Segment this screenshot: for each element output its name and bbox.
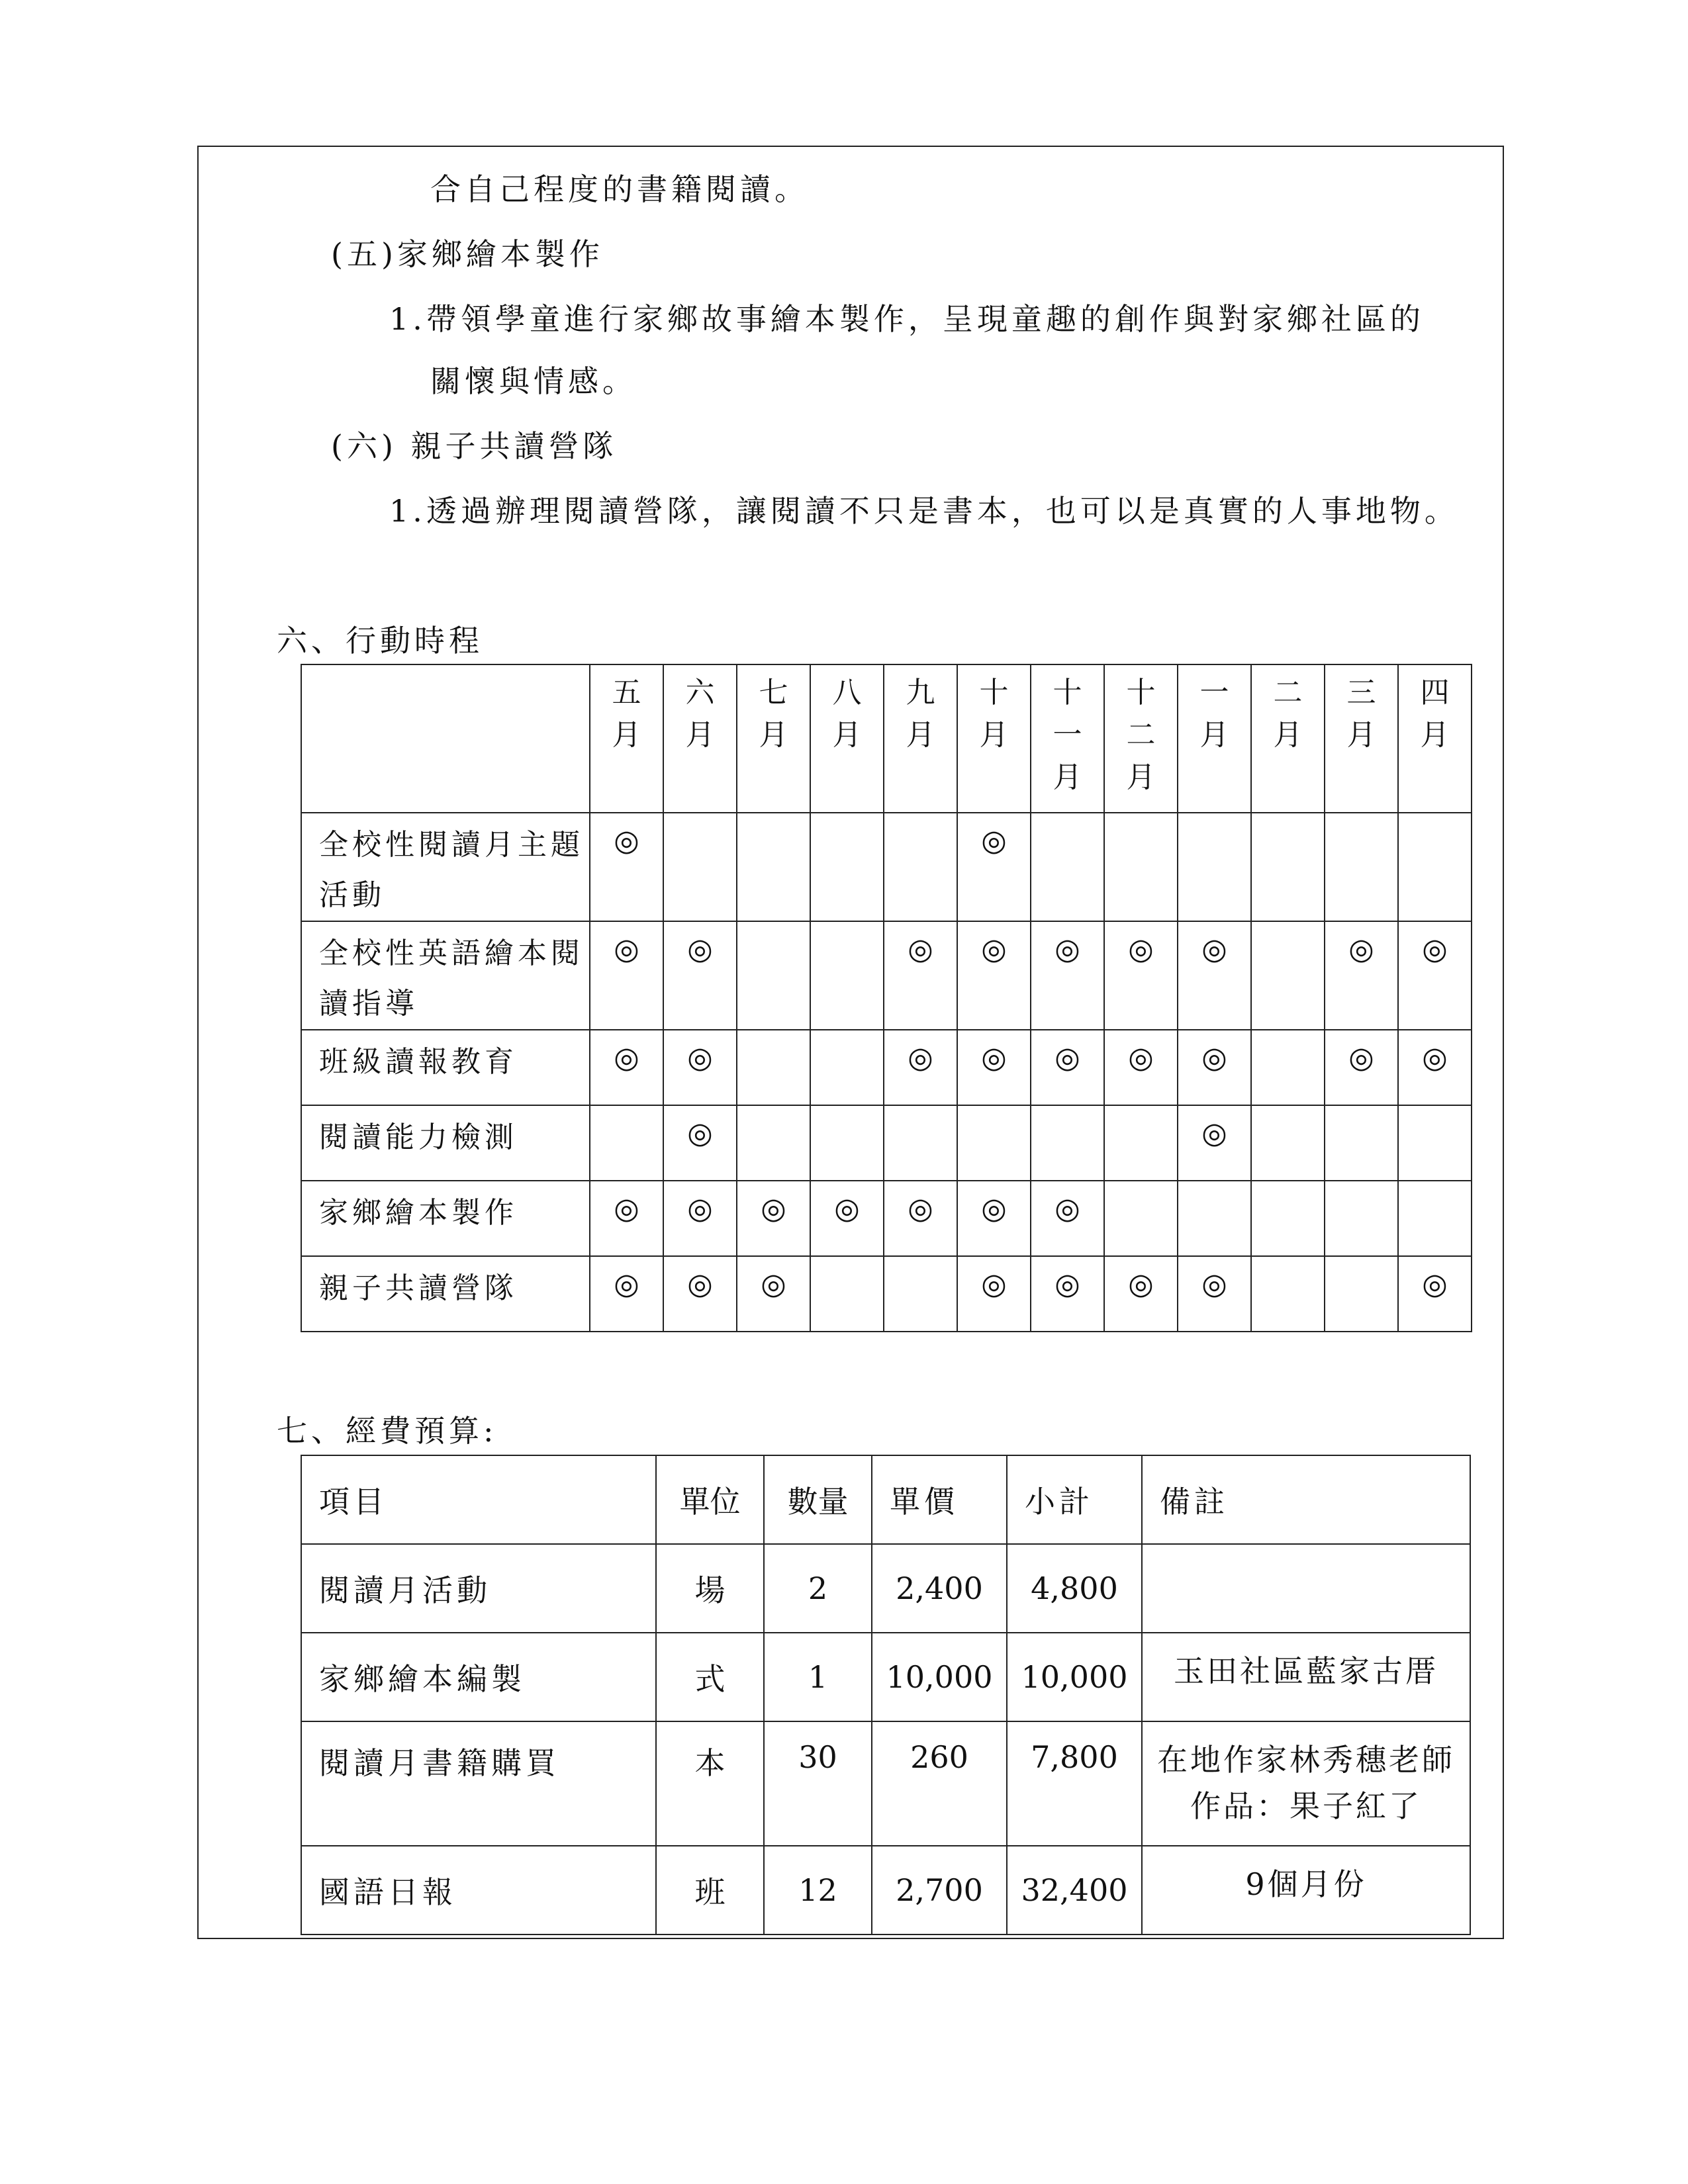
month-apr: 四 月: [1398, 664, 1472, 813]
schedule-mark: ◎: [1031, 921, 1104, 1030]
schedule-empty-cell: [737, 1030, 810, 1105]
schedule-mark: ◎: [590, 813, 663, 921]
month-may: 五 月: [590, 664, 663, 813]
schedule-mark: ◎: [957, 921, 1031, 1030]
schedule-mark: ◎: [1031, 1181, 1104, 1256]
schedule-mark: ◎: [590, 921, 663, 1030]
section-5-title: (五)家鄉繪本製作: [331, 236, 604, 272]
schedule-empty-cell: [737, 921, 810, 1030]
schedule-mark: ◎: [884, 1030, 957, 1105]
schedule-mark: ◎: [1398, 921, 1472, 1030]
schedule-row: [301, 813, 1472, 921]
month-aug: 八 月: [810, 664, 884, 813]
schedule-empty-cell: [810, 1030, 884, 1105]
budget-row: [301, 1544, 1470, 1633]
schedule-empty-cell: [663, 813, 737, 921]
section-6-title: (六) 親子共讀營隊: [331, 428, 618, 464]
schedule-empty-cell: [1104, 813, 1178, 921]
schedule-empty-cell: [1251, 1256, 1325, 1332]
schedule-mark: ◎: [737, 1256, 810, 1332]
schedule-mark: ◎: [663, 1030, 737, 1105]
budget-unit: 本: [656, 1721, 764, 1846]
budget-table: [301, 1455, 1471, 1935]
section-6-item-1: 1.透過辦理閱讀營隊，讓閱讀不只是書本，也可以是真實的人事地物。: [389, 493, 1459, 529]
schedule-mark: ◎: [1325, 1030, 1398, 1105]
budget-qty: 2: [764, 1544, 872, 1633]
schedule-row: [301, 1256, 1472, 1332]
schedule-table: [301, 664, 1472, 1332]
budget-subtotal: 4,800: [1007, 1544, 1142, 1633]
schedule-mark: ◎: [957, 813, 1031, 921]
schedule-mark: ◎: [663, 1256, 737, 1332]
activity-label: 全校性閱讀月主題活動: [301, 813, 590, 921]
budget-note: [1142, 1544, 1470, 1633]
budget-header-row: [301, 1455, 1470, 1544]
schedule-mark: ◎: [884, 921, 957, 1030]
schedule-mark: ◎: [737, 1181, 810, 1256]
budget-price: 10,000: [872, 1633, 1007, 1721]
schedule-empty-cell: [957, 1105, 1031, 1181]
schedule-empty-cell: [1251, 1181, 1325, 1256]
schedule-empty-cell: [1251, 1105, 1325, 1181]
schedule-mark: ◎: [1031, 1256, 1104, 1332]
header-price: 單價: [872, 1455, 1007, 1544]
schedule-empty-cell: [1325, 1181, 1398, 1256]
month-jun: 六 月: [663, 664, 737, 813]
schedule-mark: ◎: [1104, 1256, 1178, 1332]
budget-unit: 式: [656, 1633, 764, 1721]
budget-unit: 班: [656, 1846, 764, 1934]
schedule-empty-cell: [1178, 813, 1251, 921]
budget-subtotal: 7,800: [1007, 1721, 1142, 1846]
month-sep: 九 月: [884, 664, 957, 813]
month-dec: 十 二 月: [1104, 664, 1178, 813]
schedule-mark: ◎: [884, 1181, 957, 1256]
budget-price: 2,700: [872, 1846, 1007, 1934]
schedule-mark: ◎: [1398, 1030, 1472, 1105]
schedule-empty-cell: [884, 813, 957, 921]
budget-unit: 場: [656, 1544, 764, 1633]
schedule-mark: ◎: [957, 1181, 1031, 1256]
month-oct: 十 月: [957, 664, 1031, 813]
schedule-mark: ◎: [663, 921, 737, 1030]
corner-cell: [301, 664, 590, 813]
month-mar: 三 月: [1325, 664, 1398, 813]
month-jul: 七 月: [737, 664, 810, 813]
header-item: 項目: [301, 1455, 656, 1544]
section-5-item-1: 1.帶領學童進行家鄉故事繪本製作，呈現童趣的創作與對家鄉社區的: [389, 301, 1425, 337]
budget-note: 玉田社區藍家古厝: [1142, 1633, 1470, 1721]
budget-row: [301, 1721, 1470, 1846]
schedule-empty-cell: [737, 813, 810, 921]
schedule-empty-cell: [810, 921, 884, 1030]
header-qty: 數量: [764, 1455, 872, 1544]
budget-item: 閱讀月活動: [301, 1544, 656, 1633]
schedule-row: [301, 921, 1472, 1030]
schedule-mark: ◎: [810, 1181, 884, 1256]
schedule-empty-cell: [1251, 1030, 1325, 1105]
activity-label: 閱讀能力檢測: [301, 1105, 590, 1181]
schedule-mark: ◎: [1104, 921, 1178, 1030]
schedule-empty-cell: [1031, 1105, 1104, 1181]
schedule-header-row: [301, 664, 1472, 813]
schedule-empty-cell: [884, 1256, 957, 1332]
schedule-mark: ◎: [1178, 921, 1251, 1030]
schedule-mark: ◎: [957, 1030, 1031, 1105]
schedule-empty-cell: [1398, 813, 1472, 921]
schedule-empty-cell: [810, 1105, 884, 1181]
header-note: 備註: [1142, 1455, 1470, 1544]
schedule-empty-cell: [1398, 1181, 1472, 1256]
budget-item: 國語日報: [301, 1846, 656, 1934]
month-jan: 一 月: [1178, 664, 1251, 813]
header-subtotal: 小計: [1007, 1455, 1142, 1544]
schedule-empty-cell: [1325, 813, 1398, 921]
schedule-mark: ◎: [957, 1256, 1031, 1332]
schedule-mark: ◎: [663, 1105, 737, 1181]
schedule-empty-cell: [1251, 921, 1325, 1030]
budget-subtotal: 32,400: [1007, 1846, 1142, 1934]
activity-label: 全校性英語繪本閱讀指導: [301, 921, 590, 1030]
schedule-empty-cell: [810, 813, 884, 921]
schedule-empty-cell: [1104, 1181, 1178, 1256]
schedule-mark: ◎: [1178, 1256, 1251, 1332]
schedule-empty-cell: [884, 1105, 957, 1181]
schedule-empty-cell: [1398, 1105, 1472, 1181]
schedule-mark: ◎: [590, 1030, 663, 1105]
schedule-empty-cell: [1325, 1105, 1398, 1181]
schedule-empty-cell: [1325, 1256, 1398, 1332]
budget-price: 260: [872, 1721, 1007, 1846]
schedule-mark: ◎: [1178, 1030, 1251, 1105]
schedule-mark: ◎: [1398, 1256, 1472, 1332]
schedule-empty-cell: [810, 1256, 884, 1332]
budget-note: 在地作家林秀穗老師作品：果子紅了: [1142, 1721, 1470, 1846]
budget-qty: 30: [764, 1721, 872, 1846]
budget-qty: 12: [764, 1846, 872, 1934]
schedule-empty-cell: [1178, 1181, 1251, 1256]
schedule-empty-cell: [1031, 813, 1104, 921]
schedule-row: [301, 1181, 1472, 1256]
schedule-empty-cell: [590, 1105, 663, 1181]
budget-heading: 七、經費預算:: [277, 1413, 498, 1449]
budget-row: [301, 1633, 1470, 1721]
schedule-mark: ◎: [590, 1256, 663, 1332]
schedule-mark: ◎: [1104, 1030, 1178, 1105]
schedule-mark: ◎: [663, 1181, 737, 1256]
schedule-empty-cell: [737, 1105, 810, 1181]
schedule-mark: ◎: [590, 1181, 663, 1256]
schedule-mark: ◎: [1031, 1030, 1104, 1105]
intro-line: 合自己程度的書籍閱讀。: [430, 171, 809, 207]
activity-label: 家鄉繪本製作: [301, 1181, 590, 1256]
header-unit: 單位: [656, 1455, 764, 1544]
budget-subtotal: 10,000: [1007, 1633, 1142, 1721]
schedule-mark: ◎: [1178, 1105, 1251, 1181]
budget-item: 閱讀月書籍購買: [301, 1721, 656, 1846]
schedule-row: [301, 1030, 1472, 1105]
schedule-empty-cell: [1251, 813, 1325, 921]
budget-note: 9個月份: [1142, 1846, 1470, 1934]
activity-label: 親子共讀營隊: [301, 1256, 590, 1332]
budget-item: 家鄉繪本編製: [301, 1633, 656, 1721]
activity-label: 班級讀報教育: [301, 1030, 590, 1105]
budget-price: 2,400: [872, 1544, 1007, 1633]
month-nov: 十 一 月: [1031, 664, 1104, 813]
month-feb: 二 月: [1251, 664, 1325, 813]
schedule-mark: ◎: [1325, 921, 1398, 1030]
schedule-row: [301, 1105, 1472, 1181]
schedule-heading: 六、行動時程: [277, 623, 483, 659]
section-5-item-1-cont: 關懷與情感。: [430, 363, 637, 399]
budget-row: [301, 1846, 1470, 1934]
budget-qty: 1: [764, 1633, 872, 1721]
schedule-empty-cell: [1104, 1105, 1178, 1181]
